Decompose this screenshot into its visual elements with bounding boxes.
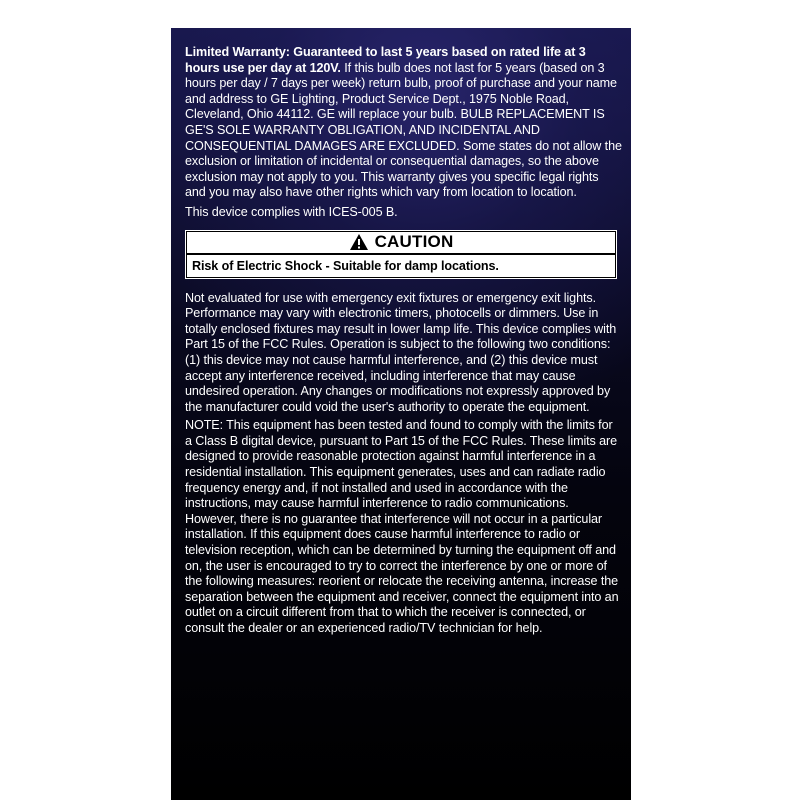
caution-header: [186, 231, 616, 255]
fcc-note: NOTE: This equipment has been tested and found to comply with the limits for a Class B digital device, pursuant to Part 15 of the FCC Rules. These limits are designed to provide reasonable protection against harmful interference in a residential installation. This equipment generates, uses and can radiate radio frequency energy and, if not installed and used in accordance with the instructions, may cause harmful interference to radio communications. However, there is no guarantee that interference will not occur in a particular installation. If this equipment does cause harmful interference to radio or television reception, which can be determined by turning the equipment off and on, the user is encouraged to try to correct the interference by one or more of the following measures: reorient or relocate the receiving antenna, increase the separation between the equipment and receiver, connect the equipment into an outlet on a circuit different from that to which the receiver is connected, or consult the dealer or an experienced radio/TV technician for help.: [185, 418, 619, 635]
warranty-paragraph: [185, 45, 622, 201]
warranty-heading: Limited Warranty: Guaranteed to last 5 years based on rated life at 3 hours use per day at 120V.: [185, 45, 586, 75]
package-label-panel: [171, 28, 631, 800]
warning-triangle-icon: [349, 233, 369, 251]
caution-box: [185, 230, 617, 279]
fcc-statement: Not evaluated for use with emergency exit fixtures or emergency exit lights. Performance may vary with electronic timers, photocells or dimmers. Use in totally enclosed fixtures may result in lower lamp life. This device complies with Part 15 of the FCC Rules. Operation is subject to the following two conditions: (1) this device may not cause harmful interference, and (2) this device must accept any interference received, including interference that may cause undesired operation. Any changes or modifications not expressly approved by the manufacturer could void the user's authority to operate the equipment.: [185, 290, 617, 414]
ices-statement: This device complies with ICES-005 B.: [185, 204, 398, 219]
caution-title: CAUTION: [374, 232, 454, 252]
warranty-text: If this bulb does not last for 5 years (based on 3 hours per day / 7 days per week) return bulb, proof of purchase and your name and address to GE Lighting, Product Service Dept., 1975 Noble Road, Cleveland, Ohio 44112. GE will replace your bulb. BULB REPLACEMENT IS GE'S SOLE WARRANTY OBLIGATION, AND INCIDENTAL AND CONSEQUENTIAL DAMAGES ARE EXCLUDED. Some states do not allow the exclusion or limitation of incidental or consequential damages, so the above exclusion may not apply to you. This warranty gives you specific legal rights and you may also have other rights which vary from location to location.: [185, 60, 622, 200]
caution-text: Risk of Electric Shock - Suitable for damp locations.: [186, 255, 616, 278]
